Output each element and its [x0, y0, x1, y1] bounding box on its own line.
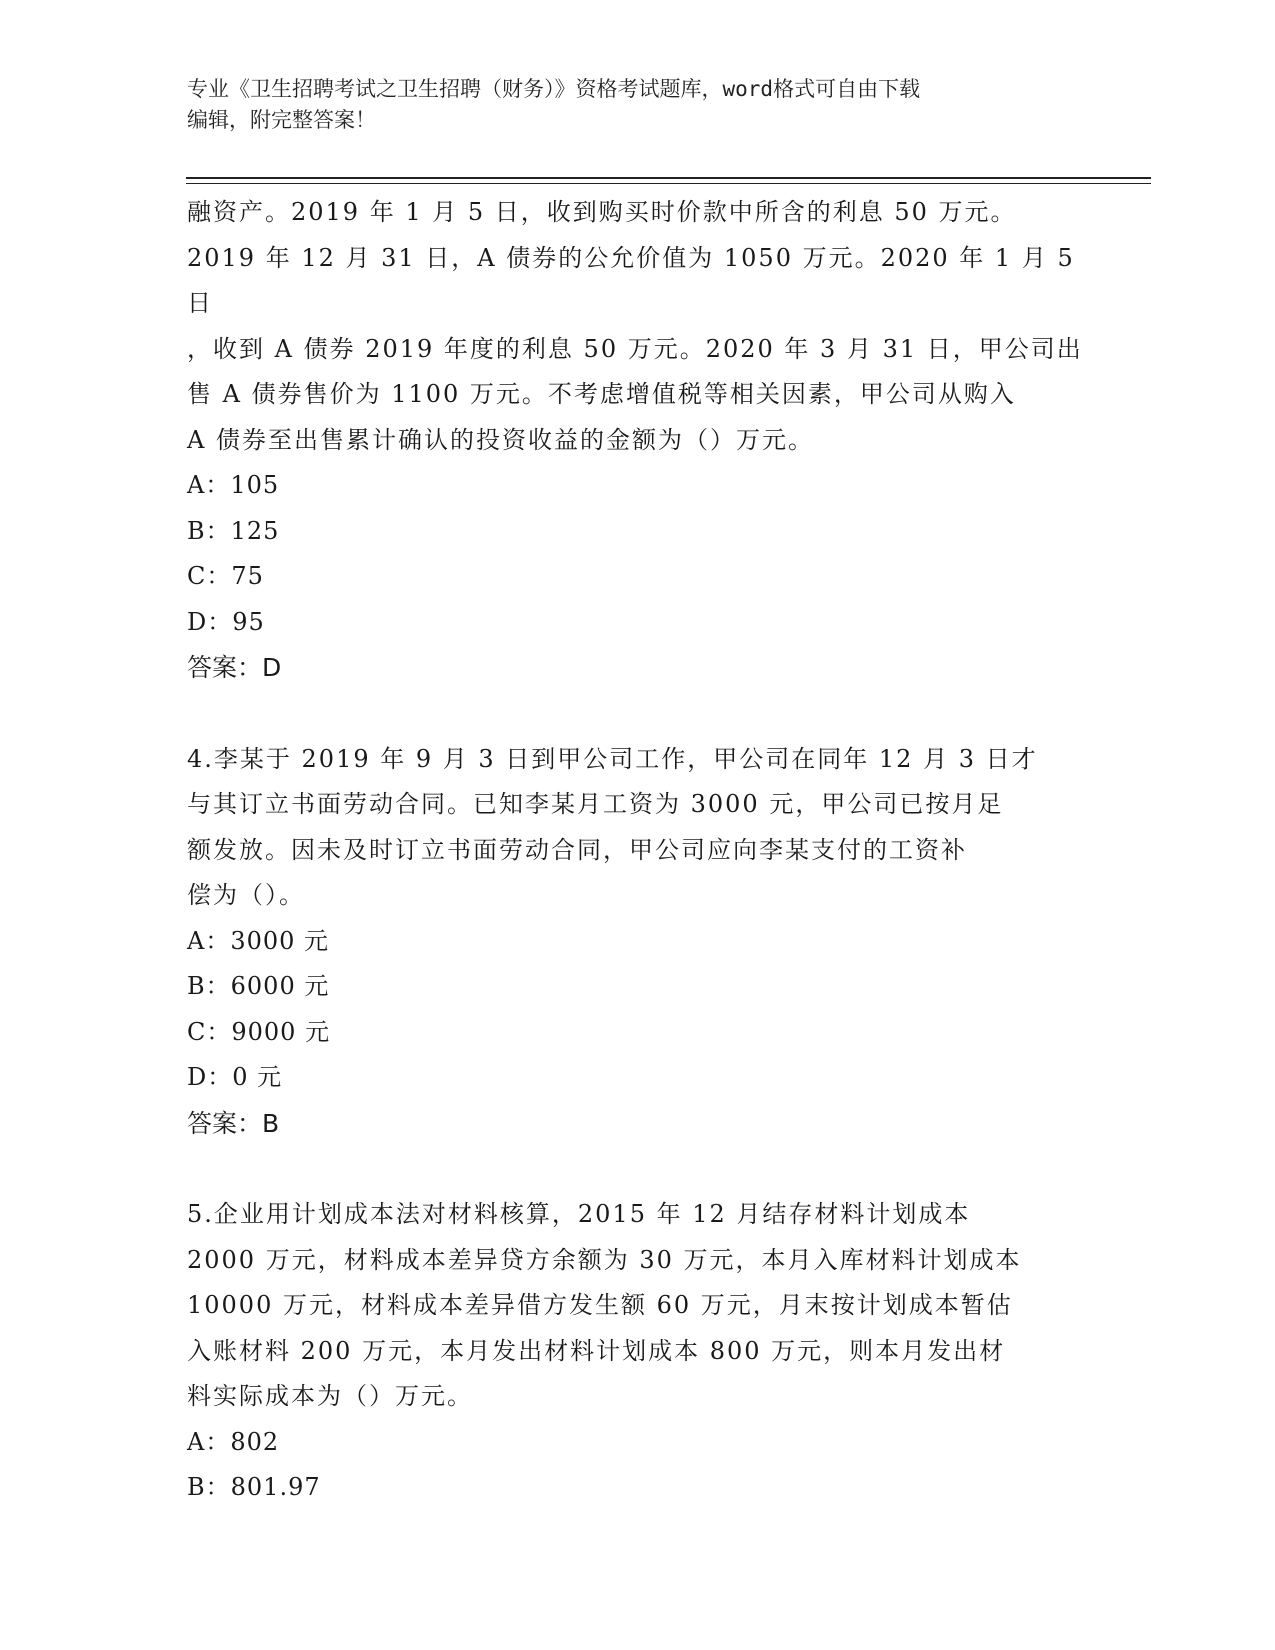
option-a: A：105: [187, 471, 280, 499]
question-5-text: [187, 1192, 1087, 1420]
question-text-line: 4.李某于 2019 年 9 月 3 日到甲公司工作，甲公司在同年 12 月 3 日才: [187, 744, 1038, 773]
header-rule-thick: [186, 177, 1151, 179]
question-5: [187, 1192, 1087, 1511]
answer-label: 答案：B: [187, 1108, 280, 1138]
option-a: A：802: [187, 1427, 280, 1456]
question-text-line: 2000 万元，材料成本差异贷方余额为 30 万元，本月入库材料计划成本: [187, 1245, 1022, 1274]
header-line-1: 专业《卫生招聘考试之卫生招聘（财务）》资格考试题库，word格式可自由下载: [187, 77, 921, 101]
question-text-line: 10000 万元，材料成本差异借方发生额 60 万元，月末按计划成本暂估: [187, 1291, 1013, 1319]
question-text-line: 5.企业用计划成本法对材料核算，2015 年 12 月结存材料计划成本: [187, 1200, 971, 1228]
document-body: [187, 190, 1087, 1511]
option-d: D：95: [187, 607, 265, 636]
question-text-line: 售 A 债券售价为 1100 万元。不考虑增值税等相关因素，甲公司从购入: [187, 380, 1016, 408]
header-rule-thin: [186, 183, 1151, 184]
option-b: B：801.97: [187, 1473, 321, 1501]
question-text-line: A 债券至出售累计确认的投资收益的金额为（）万元。: [187, 425, 814, 454]
question-text-line: 入账材料 200 万元，本月发出材料计划成本 800 万元，则本月发出材: [187, 1336, 1006, 1365]
question-3: [187, 190, 1087, 691]
spacer: [187, 691, 1087, 737]
question-text-line: 融资产。2019 年 1 月 5 日，收到购买时价款中所含的利息 50 万元。: [187, 198, 1017, 226]
option-b: B：6000 元: [187, 972, 330, 1000]
question-text-line: 额发放。因未及时订立书面劳动合同，甲公司应向李某支付的工资补: [187, 835, 967, 864]
document-header: [187, 74, 1087, 136]
question-text-line: 料实际成本为（）万元。: [187, 1382, 473, 1410]
option-c: C：9000 元: [187, 1017, 331, 1046]
spacer: [187, 1146, 1087, 1192]
option-b: B：125: [187, 516, 280, 545]
option-d: D：0 元: [187, 1063, 283, 1091]
header-line-2: 编辑，附完整答案！: [187, 108, 376, 132]
question-4: [187, 737, 1087, 1147]
answer-label: 答案：D: [187, 653, 282, 682]
question-text-line: ，收到 A 债券 2019 年度的利息 50 万元。2020 年 3 月 31 日，甲公司出: [187, 334, 1083, 363]
question-text-line: 2019 年 12 月 31 日，A 债券的公允价值为 1050 万元。2020 年 1 月 5 日: [187, 243, 1075, 317]
option-c: C：75: [187, 562, 264, 590]
question-text-line: 与其订立书面劳动合同。已知李某月工资为 3000 元，甲公司已按月足: [187, 790, 1004, 818]
option-a: A：3000 元: [187, 926, 330, 955]
question-4-text: [187, 737, 1087, 919]
question-text-line: 偿为（）。: [187, 881, 305, 909]
question-3-text: [187, 190, 1087, 463]
